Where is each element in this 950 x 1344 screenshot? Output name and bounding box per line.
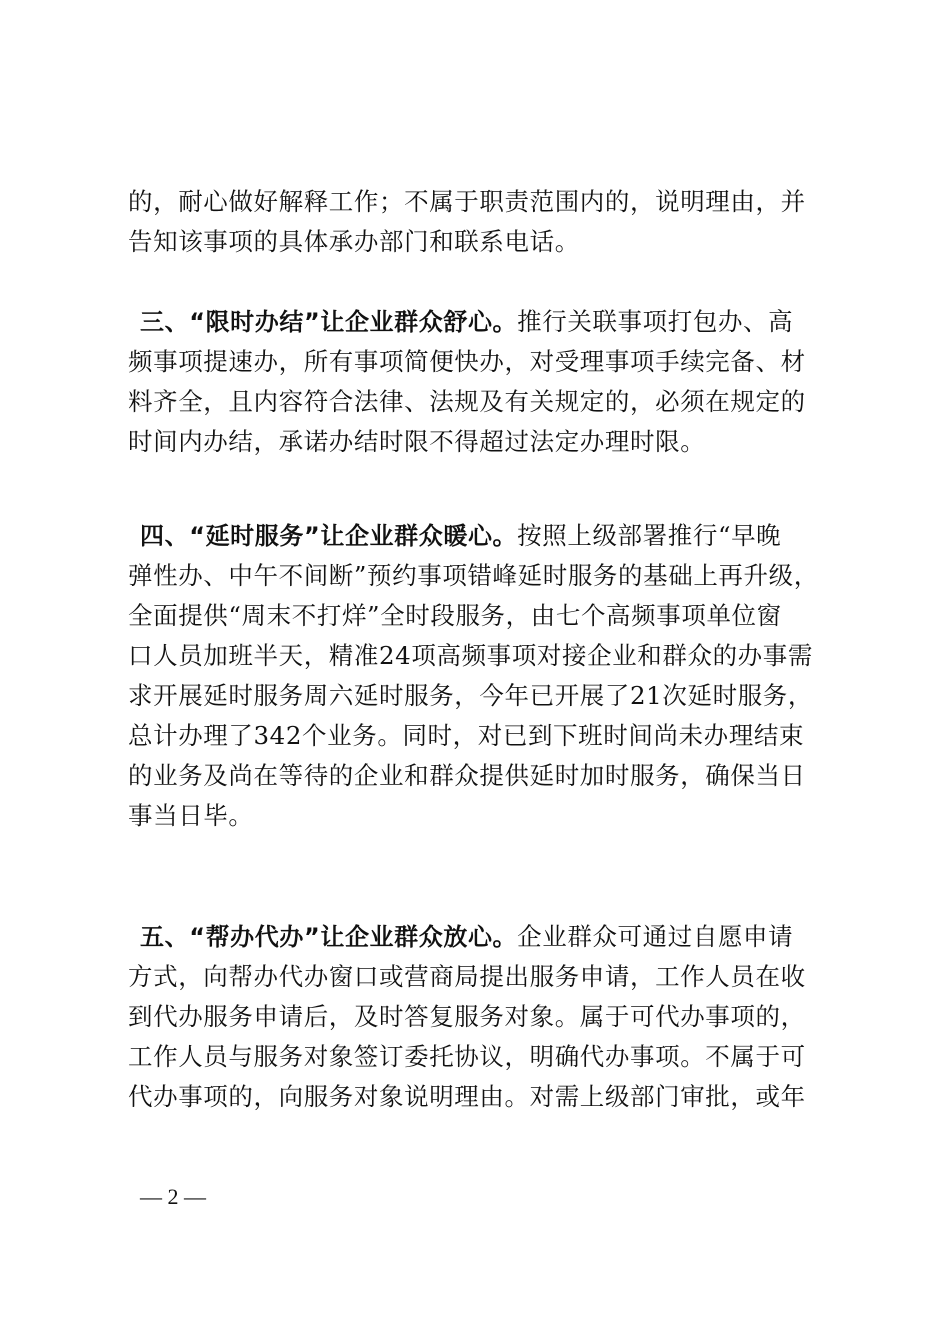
section-three [128, 302, 848, 462]
text-line: 工作人员与服务对象签订委托协议，明确代办事项。不属于可 [128, 1042, 806, 1071]
text-line: 代办事项的，向服务对象说明理由。对需上级部门审批，或年 [128, 1082, 806, 1111]
text-line: 到代办服务申请后，及时答复服务对象。属于可代办事项的， [128, 1002, 806, 1031]
section-four-first-line [128, 516, 848, 556]
text-line: 弹性办、中午不间断”预约事项错峰延时服务的基础上再升级， [128, 561, 819, 590]
section-four-heading: 四、“延时服务”让企业群众暖心。 [140, 522, 518, 550]
page-number: — 2 — [140, 1184, 206, 1209]
section-three-heading: 三、“限时办结”让企业群众舒心。 [140, 308, 518, 336]
text-line: 全面提供“周末不打烊”全时段服务，由七个高频事项单位窗 [128, 601, 782, 630]
text-line: 口人员加班半天，精准24项高频事项对接企业和群众的办事需 [128, 641, 813, 670]
text-line: 总计办理了342个业务。同时，对已到下班时间尚未办理结束 [128, 721, 805, 750]
text-line: 频事项提速办，所有事项简便快办，对受理事项手续完备、材 [128, 347, 806, 376]
section-four [128, 516, 848, 836]
section-five-heading: 五、“帮办代办”让企业群众放心。 [140, 923, 518, 951]
text-span: 企业群众可通过自愿申请 [517, 922, 794, 951]
text-line: 事当日毕。 [128, 801, 254, 830]
text-line: 告知该事项的具体承办部门和联系电话。 [128, 227, 580, 256]
text-line: 的，耐心做好解释工作；不属于职责范围内的，说明理由，并 [128, 187, 806, 216]
text-span: 推行关联事项打包办、高 [517, 307, 794, 336]
text-line: 时间内办结，承诺办结时限不得超过法定办理时限。 [128, 427, 706, 456]
text-span: 按照上级部署推行“早晚 [517, 521, 782, 550]
text-line: 的业务及尚在等待的企业和群众提供延时加时服务，确保当日 [128, 761, 806, 790]
section-five-first-line [128, 917, 848, 957]
section-five [128, 917, 848, 1117]
text-line: 方式，向帮办代办窗口或营商局提出服务申请，工作人员在收 [128, 962, 806, 991]
paragraph-continuation [128, 182, 848, 262]
text-line: 求开展延时服务周六延时服务，今年已开展了21次延时服务， [128, 681, 813, 710]
section-three-first-line [128, 302, 848, 342]
text-line: 料齐全，且内容符合法律、法规及有关规定的，必须在规定的 [128, 387, 806, 416]
